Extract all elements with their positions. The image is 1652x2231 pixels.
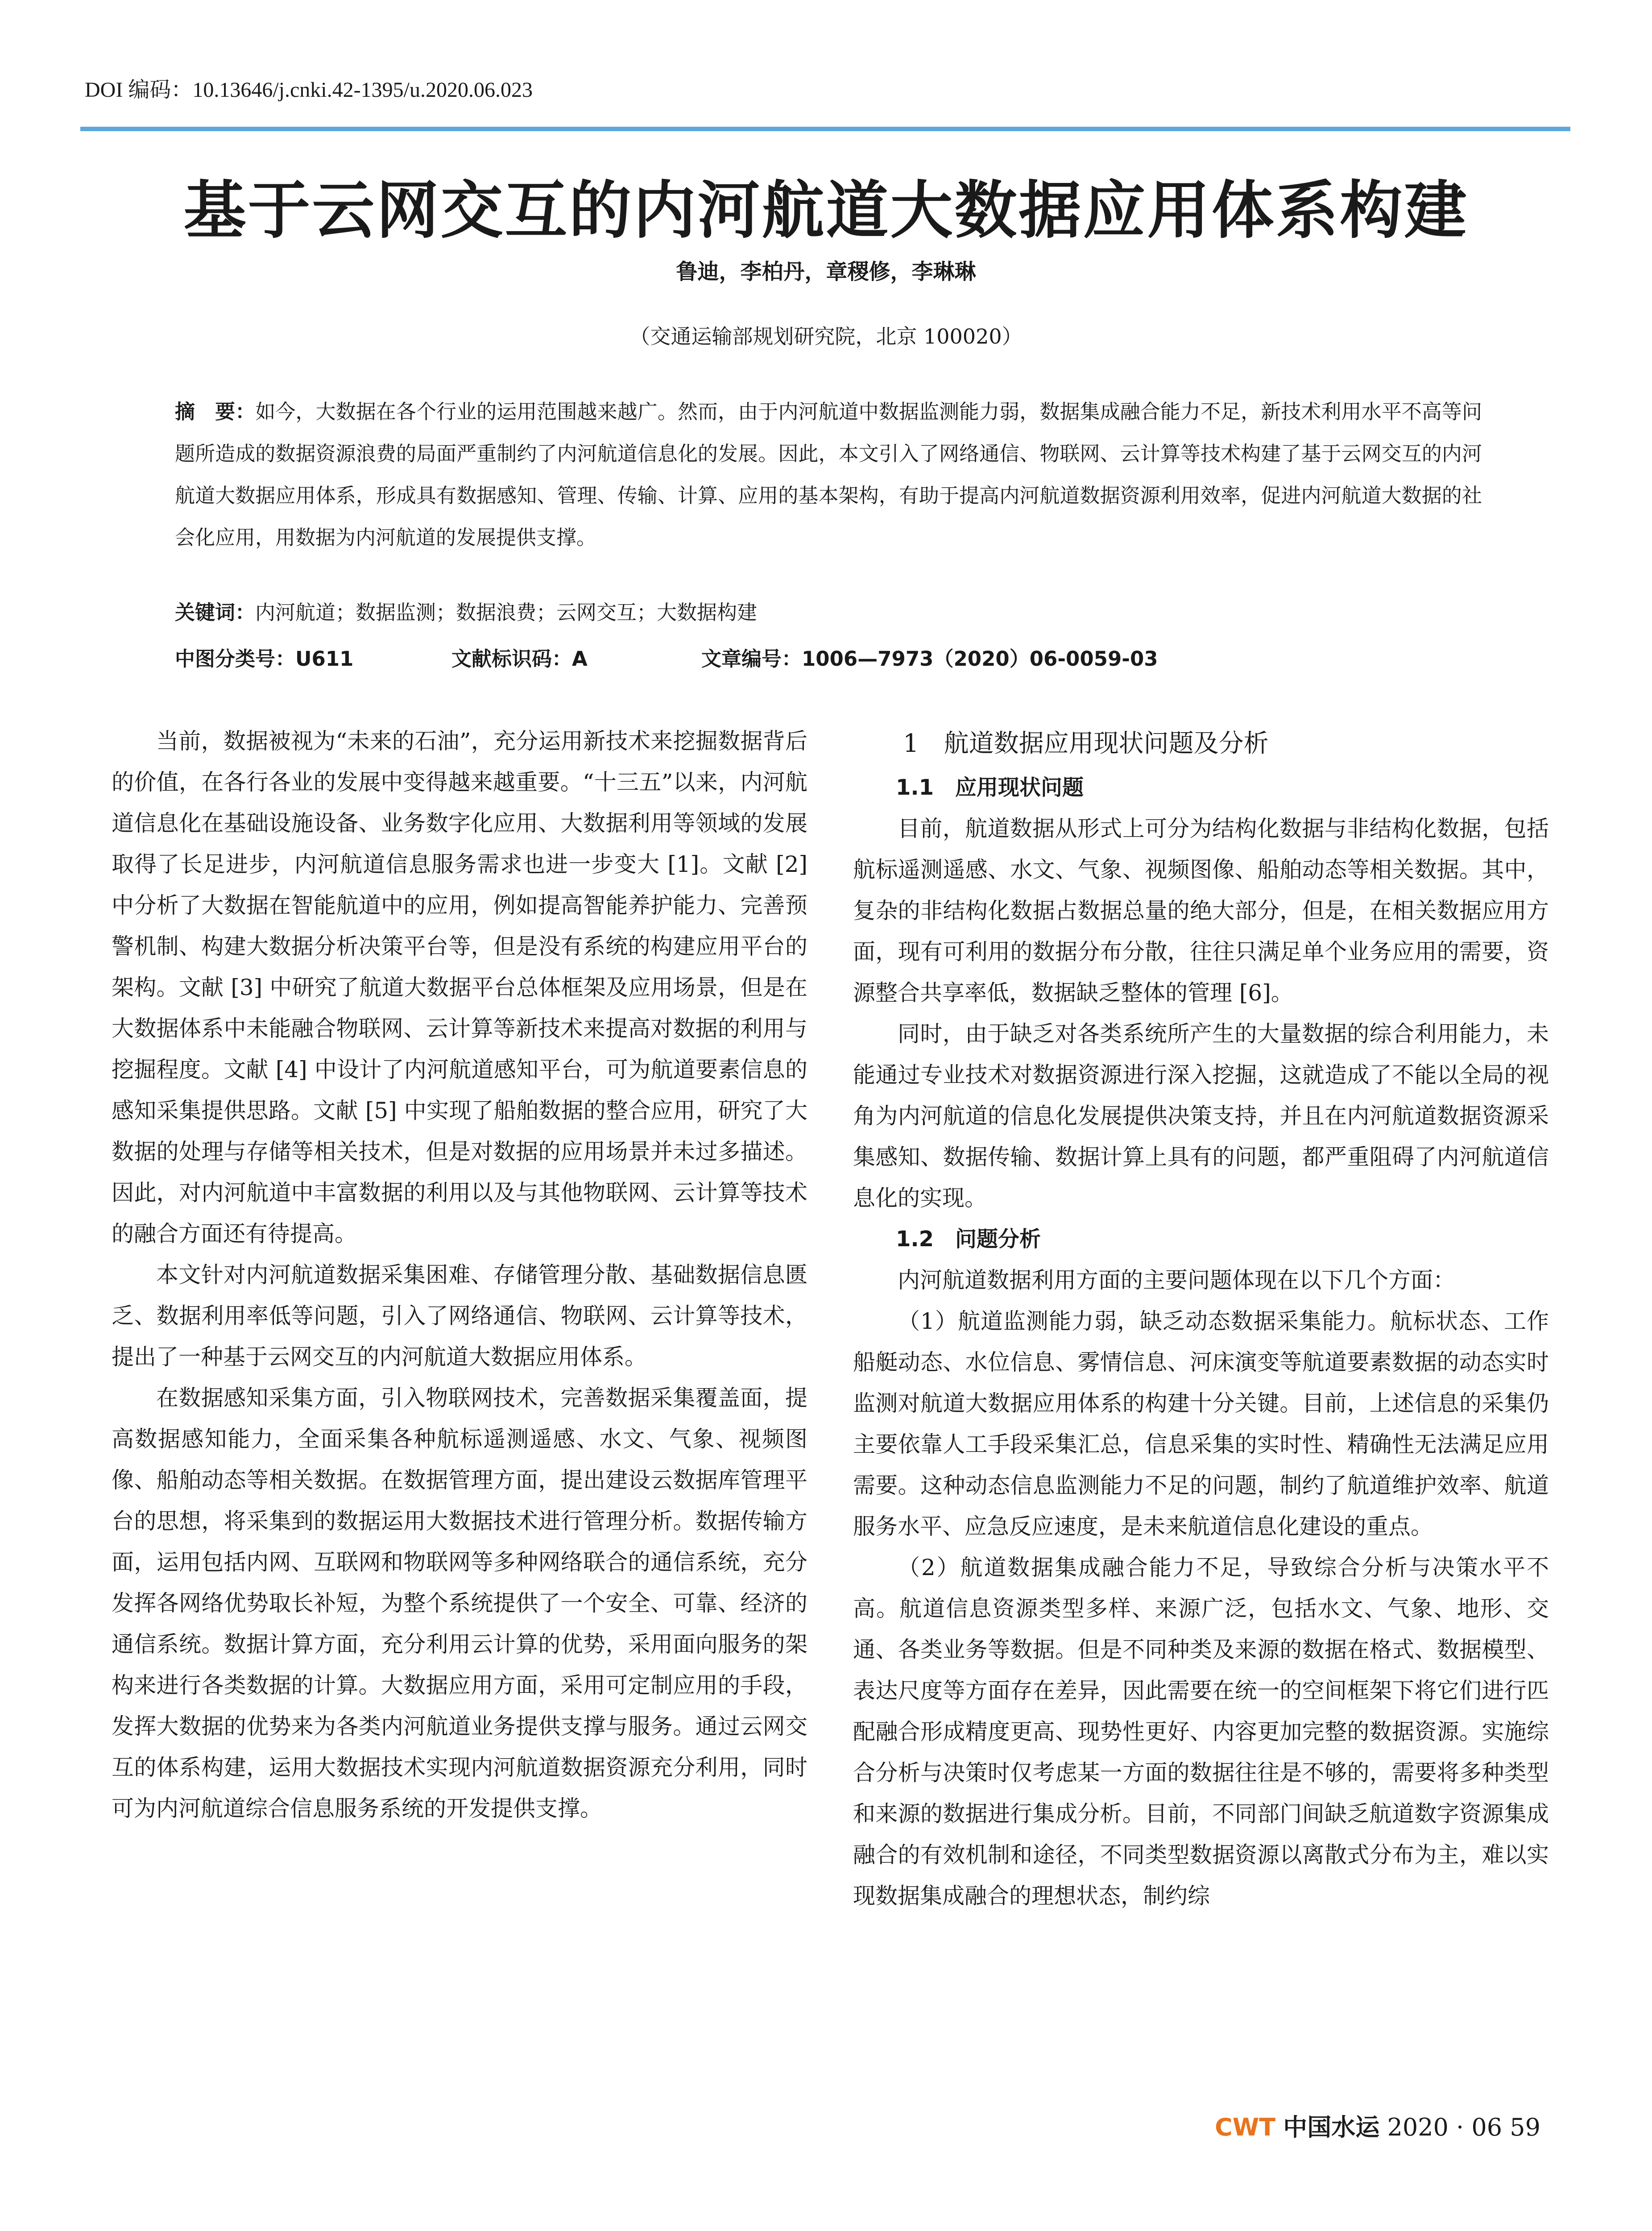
subsection-heading-1-2: 1.2 问题分析 — [896, 1227, 1041, 1252]
document-code: 文献标识码：A — [451, 647, 588, 671]
subsection-heading-1-1: 1.1 应用现状问题 — [896, 775, 1084, 800]
doi-line: DOI 编码：10.13646/j.cnki.42-1395/u.2020.06.023 — [85, 78, 533, 102]
keywords-label: 关键词： — [175, 601, 256, 624]
body-paragraph: 本文针对内河航道数据采集困难、存储管理分散、基础数据信息匮乏、数据利用率低等问题，引入了网络通信、物联网、云计算等技术，提出了一种基于云网交互的内河航道大数据应用体系。 — [112, 1262, 807, 1370]
body-paragraph: 同时，由于缺乏对各类系统所产生的大量数据的综合利用能力，未能通过专业技术对数据资源进行深入挖掘，这就造成了不能以全局的视角为内河航道的信息化发展提供决策支持，并且在内河航道数据资源采集感知、数据传输、数据计算上具有的问题，都严重阻碍了内河航道信息化的实现。 — [853, 1021, 1549, 1211]
clc-number: 中图分类号：U611 — [175, 647, 354, 671]
body-paragraph: 目前，航道数据从形式上可分为结构化数据与非结构化数据，包括航标遥测遥感、水文、气象、视频图像、船舶动态等相关数据。其中，复杂的非结构化数据占数据总量的绝大部分，但是，在相关数据应用方面，现有可利用的数据分布分散，往往只满足单个业务应用的需要，资源整合共享率低，数据缺乏整体的管理 [6]。 — [853, 816, 1549, 1006]
journal-name: 中国水运 — [1283, 2113, 1380, 2141]
journal-issue: 2020 · 06 — [1387, 2113, 1503, 2141]
right-column — [853, 721, 1549, 1916]
page-number: 59 — [1510, 2113, 1540, 2141]
section-heading-1: 1 航道数据应用现状问题及分析 — [903, 729, 1269, 758]
keywords-text: 内河航道；数据监测；数据浪费；云网交互；大数据构建 — [255, 601, 758, 624]
abstract-text: 如今，大数据在各个行业的运用范围越来越广。然而，由于内河航道中数据监测能力弱，数据集成融合能力不足，新技术利用水平不高等问题所造成的数据资源浪费的局面严重制约了内河航道信息化的发展。因此，本文引入了网络通信、物联网、云计算等技术构建了基于云网交互的内河航道大数据应用体系，形成具有数据感知、管理、传输、计算、应用的基本架构，有助于提高内河航道数据资源利用效率，促进内河航道大数据的社会化应用，用数据为内河航道的发展提供支撑。 — [175, 400, 1482, 549]
keywords — [175, 596, 757, 625]
page-footer — [1215, 2108, 1540, 2143]
body-paragraph: 在数据感知采集方面，引入物联网技术，完善数据采集覆盖面，提高数据感知能力，全面采集各种航标遥测遥感、水文、气象、视频图像、船舶动态等相关数据。在数据管理方面，提出建设云数据库管理平台的思想，将采集到的数据运用大数据技术进行管理分析。数据传输方面，运用包括内网、互联网和物联网等多种网络联合的通信系统，充分发挥各网络优势取长补短，为整个系统提供了一个安全、可靠、经济的通信系统。数据计算方面，充分利用云计算的优势，采用面向服务的架构来进行各类数据的计算。大数据应用方面，采用可定制应用的手段，发挥大数据的优势来为各类内河航道业务提供支撑与服务。通过云网交互的体系构建，运用大数据技术实现内河航道数据资源充分利用，同时可为内河航道综合信息服务系统的开发提供支撑。 — [112, 1385, 807, 1821]
journal-logo-cwt: CWT — [1215, 2113, 1276, 2141]
body-paragraph: （1）航道监测能力弱，缺乏动态数据采集能力。航标状态、工作船艇动态、水位信息、雾情信息、河床演变等航道要素数据的动态实时监测对航道大数据应用体系的构建十分关键。目前，上述信息的采集仍主要依靠人工手段采集汇总，信息采集的实时性、精确性无法满足应用需要。这种动态信息监测能力不足的问题，制约了航道维护效率、航道服务水平、应急反应速度，是未来航道信息化建设的重点。 — [853, 1308, 1549, 1539]
abstract — [175, 391, 1482, 559]
authors: 鲁迪，李柏丹，章稷修，李琳琳 — [676, 259, 976, 284]
paper-title: 基于云网交互的内河航道大数据应用体系构建 — [183, 174, 1469, 247]
body-paragraph: （2）航道数据集成融合能力不足，导致综合分析与决策水平不高。航道信息资源类型多样、来源广泛，包括水文、气象、地形、交通、各类业务等数据。但是不同种类及来源的数据在格式、数据模型、表达尺度等方面存在差异，因此需要在统一的空间框架下将它们进行匹配融合形成精度更高、现势性更好、内容更加完整的数据资源。实施综合分析与决策时仅考虑某一方面的数据往往是不够的，需要将多种类型和来源的数据进行集成分析。目前，不同部门间缺乏航道数字资源集成融合的有效机制和途径，不同类型数据资源以离散式分布为主，难以实现数据集成融合的理想状态，制约综 — [853, 1555, 1549, 1909]
article-number: 文章编号：1006—7973（2020）06-0059-03 — [701, 647, 1158, 671]
left-column — [112, 721, 807, 1829]
classification-line — [175, 643, 1158, 672]
abstract-label: 摘 要： — [175, 400, 256, 423]
body-paragraph: 当前，数据被视为“未来的石油”，充分运用新技术来挖掘数据背后的价值，在各行各业的发展中变得越来越重要。“十三五”以来，内河航道信息化在基础设施设备、业务数字化应用、大数据利用等领域的发展取得了长足进步，内河航道信息服务需求也进一步变大 [1]。文献 [2] 中分析了大数据在智能航道中的应用，例如提高智能养护能力、完善预警机制、构建大数据分析决策平台等，但是没有系统的构建应用平台的架构。文献 [3] 中研究了航道大数据平台总体框架及应用场景，但是在大数据体系中未能融合物联网、云计算等新技术来提高对数据的利用与挖掘程度。文献 [4] 中设计了内河航道感知平台，可为航道要素信息的感知采集提供思路。文献 [5] 中实现了船舶数据的整合应用，研究了大数据的处理与存储等相关技术，但是对数据的应用场景并未过多描述。因此，对内河航道中丰富数据的利用以及与其他物联网、云计算等技术的融合方面还有待提高。 — [112, 728, 807, 1247]
body-paragraph: 内河航道数据利用方面的主要问题体现在以下几个方面： — [898, 1267, 1455, 1293]
header-divider — [80, 127, 1570, 131]
affiliation: （交通运输部规划研究院，北京 100020） — [629, 324, 1023, 348]
